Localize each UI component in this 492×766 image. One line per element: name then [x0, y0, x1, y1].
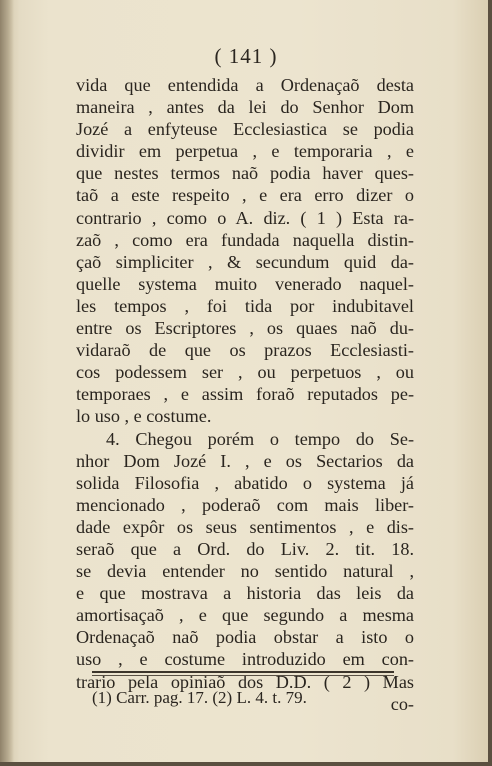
text-line: Jozé a enfyteuse Ecclesiastica se podia: [76, 119, 414, 140]
body-text: [76, 74, 414, 715]
page-edge-right: [488, 0, 492, 766]
text-line: solida Filosofia , abatido o systema já: [76, 472, 414, 493]
footnote-rule: [92, 671, 394, 673]
text-line: dade expôr os seus sentimentos , e dis-: [76, 516, 414, 537]
catchword: co-: [390, 693, 414, 714]
page-number: ( 141 ): [214, 44, 278, 68]
text-line: vida que entendida a Ordenaçaõ desta: [76, 75, 414, 95]
footnote-rule-thin: [92, 675, 394, 676]
text-line: uso , e costume introduzido em con-: [76, 649, 414, 670]
text-line: Ordenaçaõ naõ podia obstar a isto o: [76, 627, 414, 648]
text-line: nhor Dom Jozé I. , e os Sectarios da: [76, 450, 414, 471]
text-line: les tempos , foi tida por indubitavel: [76, 295, 414, 316]
text-line: maneira , antes da lei do Senhor Dom: [76, 97, 414, 118]
page-gutter-shadow: [0, 0, 14, 766]
text-line: lo uso , e costume.: [76, 406, 212, 427]
text-line: contrario , como o A. diz. ( 1 ) Esta ra-: [76, 207, 414, 228]
text-line: e que mostrava a historia das leis da: [76, 583, 414, 604]
text-line: amortisaçaõ , e que segundo a mesma: [76, 605, 414, 626]
text-line: entre os Escriptores , os quaes naõ du-: [76, 318, 414, 339]
text-line: mencionado , poderaõ com mais liber-: [76, 494, 414, 515]
text-line: dividir em perpetua , e temporaria , e: [76, 141, 414, 162]
text-line: cos podessem ser , ou perpetuos , ou: [76, 362, 414, 383]
text-line: temporaes , e assim foraõ reputados pe-: [76, 384, 414, 405]
text-line: que nestes termos naõ podia haver ques-: [76, 163, 414, 184]
text-line: zaõ , como era fundada naquella distin-: [76, 229, 414, 250]
footnote: (1) Carr. pag. 17. (2) L. 4. t. 79.: [92, 688, 307, 707]
text-line: quelle systema muito venerado naquel-: [76, 273, 414, 294]
text-line: 4. Chegou porém o tempo do Se-: [106, 428, 414, 449]
text-line: seraõ que a Ord. do Liv. 2. tit. 18.: [76, 538, 414, 559]
text-line: taõ a este respeito , e era erro dizer o: [76, 185, 414, 206]
text-line: se devia entender no sentido natural ,: [76, 561, 414, 582]
page-edge-bottom: [0, 762, 492, 766]
text-line: trario pela opiniaõ dos D.D. ( 2 ) Mas: [76, 671, 414, 692]
text-line: vidaraõ de que os prazos Ecclesiasti-: [76, 340, 414, 361]
text-line: çaõ simpliciter , & secundum quid da-: [76, 251, 414, 272]
